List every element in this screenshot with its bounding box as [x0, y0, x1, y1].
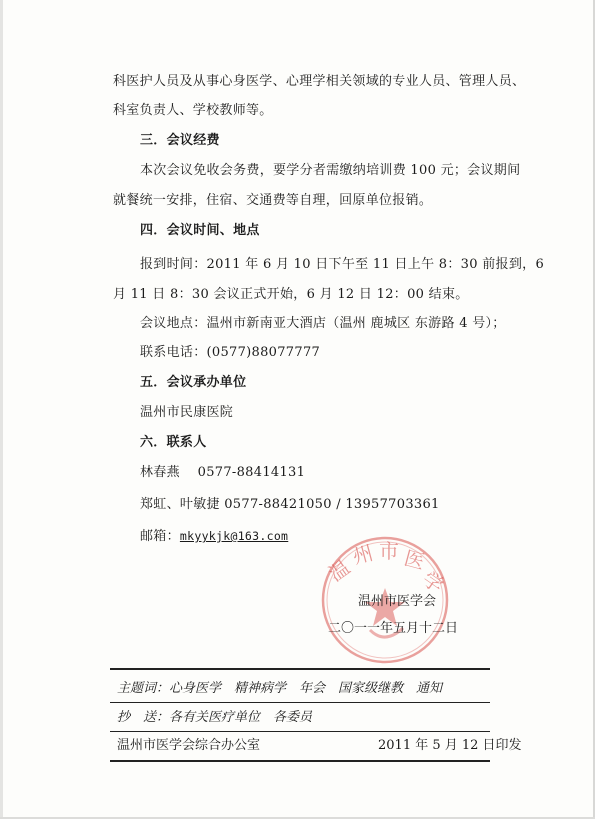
email-link[interactable]: mkyykjk@163.com	[179, 529, 289, 543]
svg-text:学: 学	[418, 566, 449, 598]
print-date: 2011 年 5 月 12 日印发	[378, 738, 522, 753]
email-label: 邮箱：	[140, 529, 180, 544]
cc-recipients: 抄 送：各有关医疗单位 各委员	[117, 710, 313, 725]
footer-divider-top	[110, 668, 490, 670]
section-heading-expenses: 三．会议经费	[140, 133, 220, 148]
svg-text:温: 温	[324, 554, 355, 587]
footer-divider	[110, 702, 490, 703]
svg-text:医: 医	[401, 545, 428, 575]
contact-line: 林春燕 0577-88414131	[140, 465, 306, 480]
body-line: 会议地点：温州市新南亚大酒店（温州 鹿城区 东游路 4 号）；	[140, 316, 506, 331]
body-line: 本次会议免收会务费，要学分者需缴纳培训费 100 元；会议期间	[140, 163, 521, 178]
email-line	[140, 528, 288, 545]
footer-divider-bottom	[110, 760, 490, 762]
contact-line: 郑虹、叶敏捷 0577-88421050 / 13957703361	[140, 497, 440, 512]
svg-text:市: 市	[379, 539, 399, 563]
scan-edge-left	[0, 0, 3, 819]
phone-line: 联系电话：(0577)88077777	[140, 345, 321, 360]
section-heading-time-place: 四．会议时间、地点	[140, 223, 260, 238]
body-line: 科医护人员及从事心身医学、心理学相关领域的专业人员、管理人员、	[113, 74, 526, 89]
body-line: 月 11 日 8：30 会议正式开始，6 月 12 日 12：00 结束。	[113, 287, 469, 302]
section-heading-contacts: 六．联系人	[140, 435, 207, 450]
section-heading-organizer: 五．会议承办单位	[140, 375, 247, 390]
footer-divider	[110, 731, 490, 732]
signature-date: 二〇一一年五月十二日	[328, 621, 459, 636]
body-line: 就餐统一安排，住宿、交通费等自理，回原单位报销。	[113, 193, 433, 208]
subject-keywords: 主题词：心身医学 精神病学 年会 国家级继教 通知	[117, 681, 443, 696]
signature-org: 温州市医学会	[358, 594, 437, 609]
issuing-office: 温州市医学会综合办公室	[117, 738, 261, 753]
svg-text:州: 州	[350, 540, 376, 569]
body-line: 报到时间：2011 年 6 月 10 日下午至 11 日上午 8：30 前报到，6	[140, 257, 545, 272]
organizer-name: 温州市民康医院	[140, 405, 234, 420]
body-line: 科室负责人、学校教师等。	[113, 103, 273, 118]
